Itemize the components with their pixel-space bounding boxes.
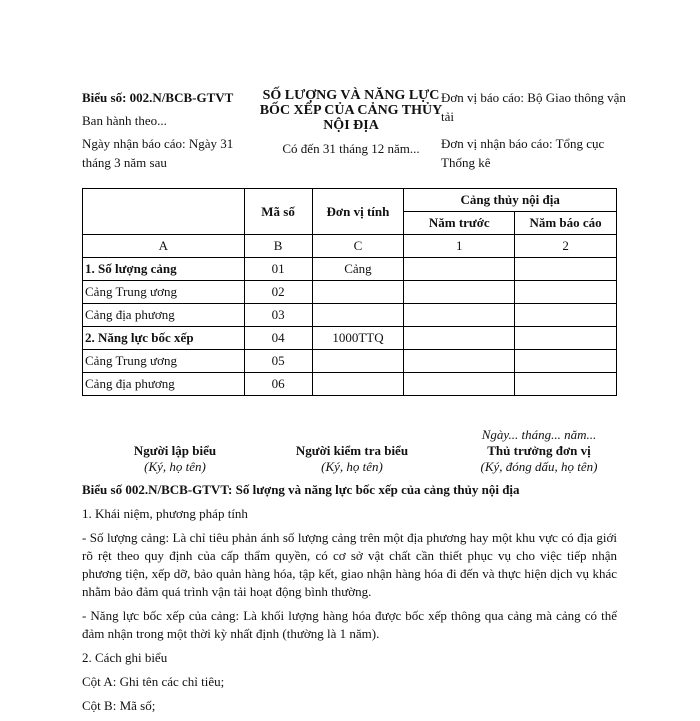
row-code: 06 (244, 373, 312, 396)
row-code: 05 (244, 350, 312, 373)
row-unit (312, 373, 404, 396)
table-row (83, 304, 617, 327)
cell-report-year (515, 258, 617, 281)
row-code: 03 (244, 304, 312, 327)
row-unit: Cảng (312, 258, 404, 281)
row-label: 2. Năng lực bốc xếp (83, 327, 245, 350)
head-note: (Ký, đóng dấu, họ tên) (480, 459, 598, 474)
preparer-title: Người lập biểu (133, 443, 217, 458)
col-header-report-year: Năm báo cáo (515, 212, 617, 235)
row-code: 02 (244, 281, 312, 304)
table-row (83, 327, 617, 350)
column-b-note: Cột B: Mã số; (82, 698, 156, 713)
col-header-unit: Đơn vị tính (312, 189, 404, 235)
section-1-title: 1. Khái niệm, phương pháp tính (82, 506, 248, 521)
signature-preparer (100, 443, 250, 475)
key-a: A (83, 235, 245, 258)
row-code: 01 (244, 258, 312, 281)
table-row (83, 373, 617, 396)
cell-report-year (515, 350, 617, 373)
row-label: 1. Số lượng cảng (83, 258, 245, 281)
row-label: Cảng địa phương (83, 304, 245, 327)
col-header-group: Cảng thủy nội địa (404, 189, 617, 212)
head-title: Thủ trưởng đơn vị (487, 443, 591, 458)
col-header-code: Mã số (244, 189, 312, 235)
paragraph-capacity: - Năng lực bốc xếp của cảng: Là khối lượng hàng hóa được bốc xếp thông qua cảng mà cảng có thể đảm nhận trong một thời kỳ nhất định (thường là 1 năm). (82, 608, 617, 641)
cell-prev-year (404, 350, 515, 373)
report-title (256, 88, 446, 156)
cell-prev-year (404, 373, 515, 396)
form-code: Biểu số: 002.N/BCB-GTVT (82, 90, 234, 105)
row-label: Cảng địa phương (83, 373, 245, 396)
table-row (83, 281, 617, 304)
title-line-1: SỐ LƯỢNG VÀ NĂNG LỰC (262, 88, 440, 103)
column-a-note: Cột A: Ghi tên các chỉ tiêu; (82, 674, 225, 689)
table-row (83, 350, 617, 373)
cell-report-year (515, 327, 617, 350)
signature-head (448, 427, 630, 475)
row-unit (312, 281, 404, 304)
table-row (83, 258, 617, 281)
row-unit (312, 304, 404, 327)
date-line: Ngày... tháng... năm... (481, 427, 597, 442)
cell-report-year (515, 373, 617, 396)
header-blank-cell (83, 189, 245, 235)
cell-report-year (515, 304, 617, 327)
key-b: B (244, 235, 312, 258)
section-2-title: 2. Cách ghi biểu (82, 650, 168, 665)
cell-report-year (515, 281, 617, 304)
row-label: Cảng Trung ương (83, 281, 245, 304)
title-line-3: NỘI ĐỊA (323, 118, 379, 133)
col-header-prev-year: Năm trước (404, 212, 515, 235)
key-c: C (312, 235, 404, 258)
cell-prev-year (404, 258, 515, 281)
report-table (82, 188, 617, 396)
row-unit: 1000TTQ (312, 327, 404, 350)
header-left (82, 88, 257, 172)
key-1: 1 (404, 235, 515, 258)
section-heading: Biểu số 002.N/BCB-GTVT: Số lượng và năng lực bốc xếp của cảng thủy nội địa (82, 482, 520, 497)
receiving-unit: Đơn vị nhận báo cáo: Tổng cục Thống kê (441, 136, 605, 170)
header-right (441, 88, 626, 172)
row-code: 04 (244, 327, 312, 350)
cell-prev-year (404, 304, 515, 327)
reporting-unit: Đơn vị báo cáo: Bộ Giao thông vận tải (441, 90, 626, 124)
checker-title: Người kiểm tra biểu (295, 443, 409, 458)
preparer-note: (Ký, họ tên) (144, 459, 206, 474)
title-line-2: BỐC XẾP CỦA CẢNG THỦY (259, 103, 443, 118)
row-unit (312, 350, 404, 373)
as-of-date: Có đến 31 tháng 12 năm... (282, 141, 420, 156)
paragraph-port-count: - Số lượng cảng: Là chỉ tiêu phản ánh số lượng cảng trên một địa phương hay một khu vực có địa giới rõ rệt theo quy định của cấp thẩm quyền, có cơ sở vật chất cần thiết phục vụ cho việc tiếp nhận phương tiện, xếp dỡ, bảo quản hàng hóa, tập kết, giao nhận hàng hóa đi đến và thực hiện dịch vụ khác nhằm bảo đảm quá trình vận tải hoạt động bình thường. (82, 530, 617, 599)
key-2: 2 (515, 235, 617, 258)
issued-by: Ban hành theo... (82, 113, 167, 128)
signature-checker (272, 443, 432, 475)
explanation-section (82, 481, 617, 721)
receive-date: Ngày nhận báo cáo: Ngày 31 tháng 3 năm sau (82, 136, 234, 170)
row-label: Cảng Trung ương (83, 350, 245, 373)
checker-note: (Ký, họ tên) (321, 459, 383, 474)
cell-prev-year (404, 327, 515, 350)
cell-prev-year (404, 281, 515, 304)
